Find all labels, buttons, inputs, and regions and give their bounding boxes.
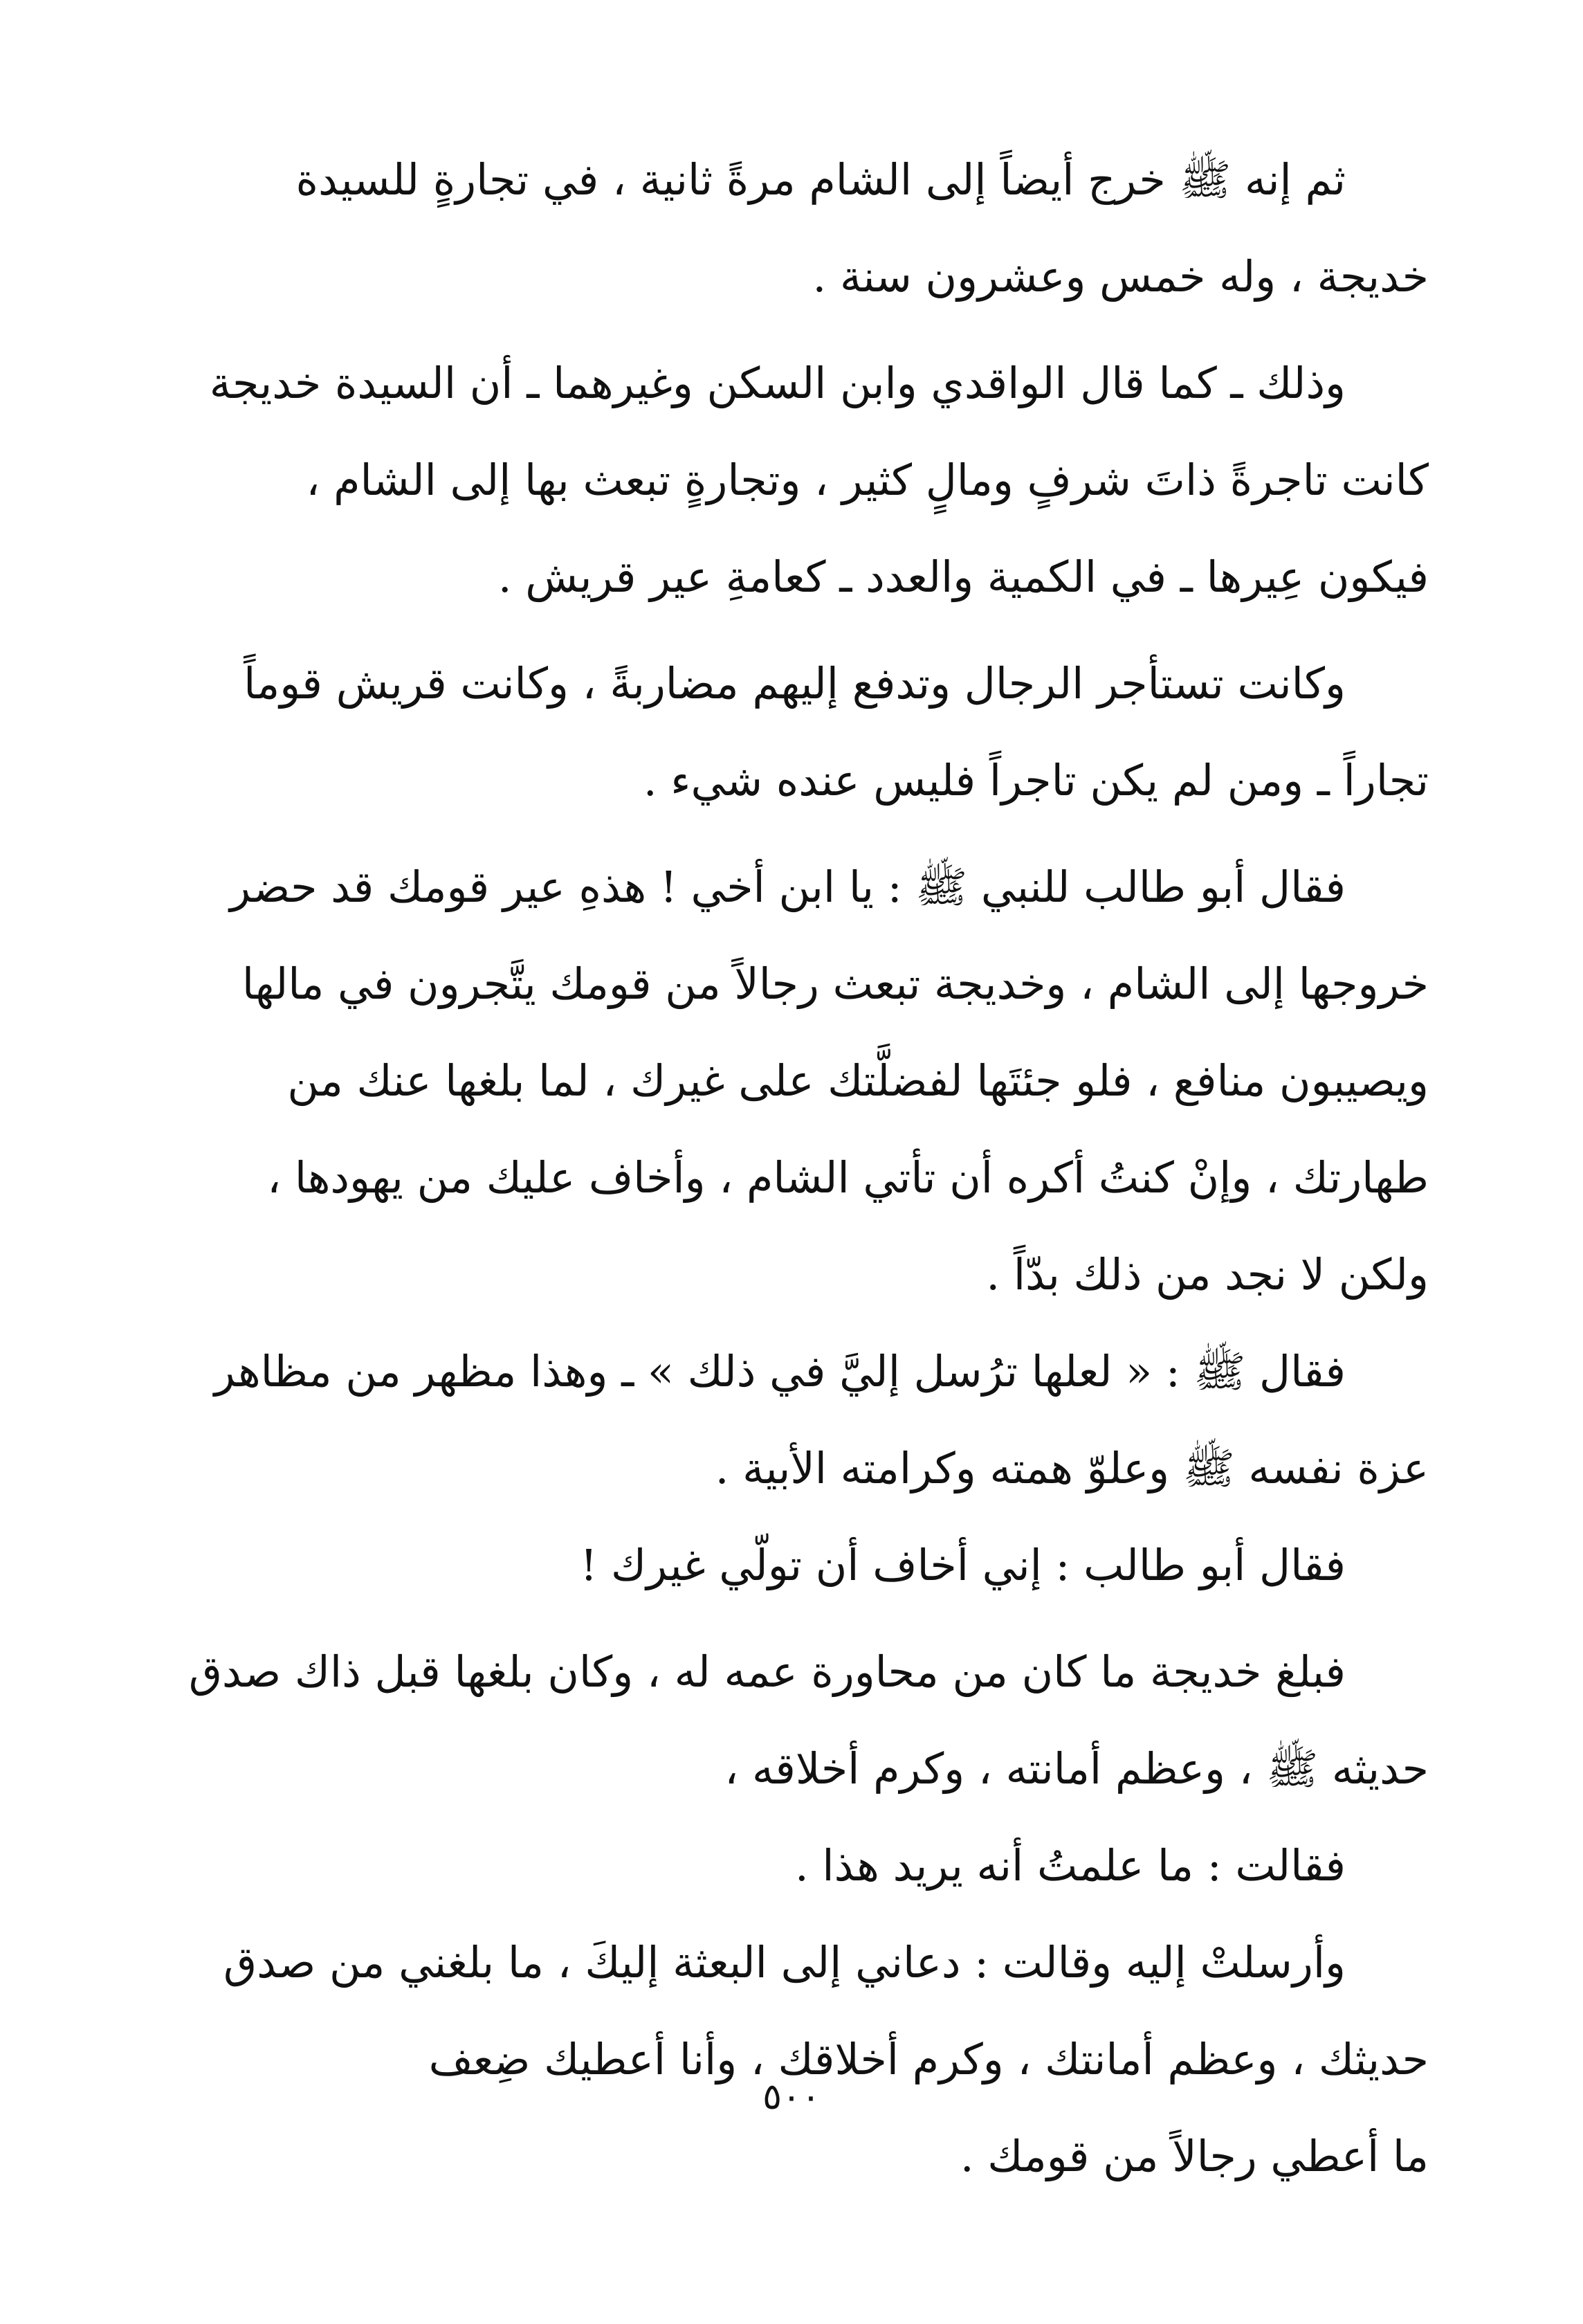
paragraph <box>156 1624 1429 2205</box>
text-line: فقال أبو طالب للنبي ﷺ : يا ابن أخي ! هذهِ عير قومك قد حضر <box>230 862 1346 912</box>
page-number: ٥٠٠ <box>762 2076 821 2118</box>
text-line: وكانت تستأجر الرجال وتدفع إليهم مضاربةً ، وكانت قريش قوماً <box>244 658 1346 709</box>
text-line: وذلك ـ كما قال الواقدي وابن السكن وغيرهما ـ أن السيدة خديجة <box>209 358 1346 408</box>
text-line: فقال ﷺ : « لعلها ترُسل إليَّ في ذلك » ـ وهذا مظهر من مظاهر <box>214 1346 1346 1397</box>
text-line: ولكن لا نجد من ذلك بدّاً . <box>986 1249 1429 1300</box>
text-line: عزة نفسه ﷺ وعلوّ همته وكرامته الأبية . <box>715 1443 1429 1494</box>
text-line: ويصيبون منافع ، فلو جئتَها لفضلَّتك على غيرك ، لما بلغها عنك من <box>287 1055 1429 1106</box>
text-line: طهارتك ، وإنْ كنتُ أكره أن تأتي الشام ، وأخاف عليك من يهودها ، <box>267 1152 1429 1203</box>
text-line: فبلغ خديجة ما كان من محاورة عمه له ، وكان بلغها قبل ذاك صدق <box>188 1646 1346 1697</box>
text-line: خروجها إلى الشام ، وخديجة تبعث رجالاً من قومك يتَّجرون في مالها <box>241 959 1429 1009</box>
paragraph <box>156 131 1429 325</box>
text-line: كانت تاجرةً ذاتَ شرفٍ ومالٍ كثير ، وتجارةٍ تبعث بها إلى الشام ، <box>306 455 1429 505</box>
text-line: خديجة ، وله خمس وعشرون سنة . <box>812 251 1429 302</box>
text-line: فقالت : ما علمتُ أنه يريد هذا . <box>794 1840 1346 1891</box>
text-line: حديثك ، وعظم أمانتك ، وكرم أخلاقك ، وأنا أعطيك ضِعف <box>428 2034 1429 2085</box>
text-line: ثم إنه ﷺ خرج أيضاً إلى الشام مرةً ثانية ، في تجارةٍ للسيدة <box>295 154 1346 205</box>
text-line: حديثه ﷺ ، وعظم أمانته ، وكرم أخلاقه ، <box>724 1743 1429 1794</box>
text-line: وأرسلتْ إليه وقالت : دعاني إلى البعثة إليكَ ، ما بلغني من صدق <box>223 1937 1346 1988</box>
paragraph <box>156 635 1429 829</box>
text-line: فقال أبو طالب : إني أخاف أن تولّي غيرك ! <box>580 1540 1346 1590</box>
text-line: تجاراً ـ ومن لم يكن تاجراً فليس عنده شيء . <box>643 755 1429 806</box>
paragraph <box>156 839 1429 1614</box>
paragraph <box>156 335 1429 626</box>
text-line: فيكون عِيرها ـ في الكمية والعدد ـ كعامةِ عير قريش . <box>497 552 1429 602</box>
page-body <box>156 131 1429 2215</box>
text-line: ما أعطي رجالاً من قومك . <box>960 2131 1429 2181</box>
